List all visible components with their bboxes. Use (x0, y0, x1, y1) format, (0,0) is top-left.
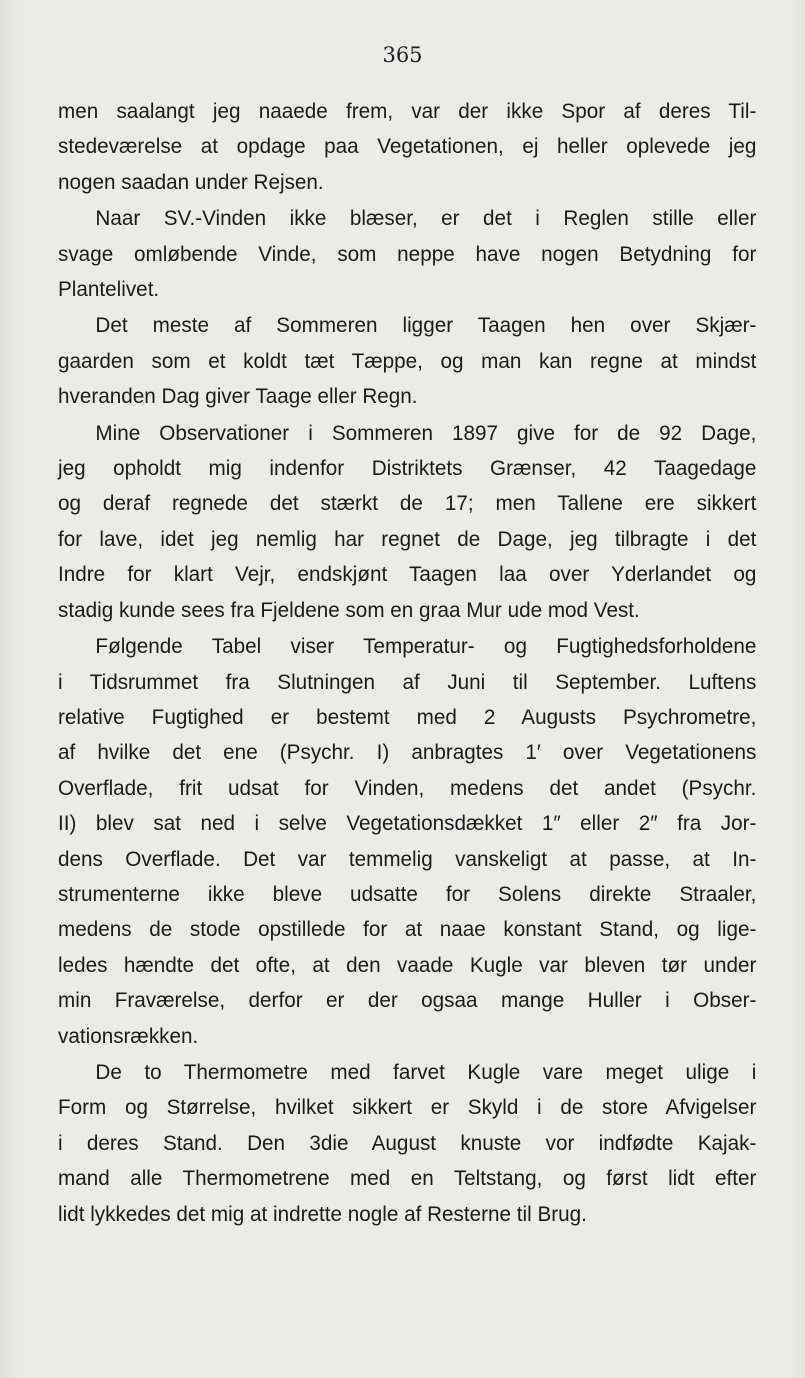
text-line: mand alle Thermometrene med en Teltstang, og først lidt efter (58, 1167, 757, 1191)
text-line: medens de stode opstillede for at naae konstant Stand, og lige- (58, 918, 757, 942)
text-line: Form og Størrelse, hvilket sikkert er Skyld i de store Afvigelser (58, 1096, 757, 1120)
text-line: Det meste af Sommeren ligger Taagen hen over Skjær- (95, 314, 757, 338)
text-line: Mine Observationer i Sommeren 1897 give for de 92 Dage, (95, 421, 757, 445)
paragraph-5 (58, 629, 756, 1054)
text-line: for lave, idet jeg nemlig har regnet de Dage, jeg tilbragte i det (58, 527, 757, 551)
text-line: ledes hændte det ofte, at den vaade Kugle var bleven tør under (58, 953, 757, 977)
text-line: II) blev sat ned i selve Vegetationsdækket 1″ eller 2″ fra Jor- (58, 812, 757, 836)
paragraph-6 (58, 1055, 756, 1232)
text-line: Indre for klart Vejr, endskjønt Taagen laa over Yderlandet og (58, 563, 757, 587)
page-number: 365 (382, 43, 423, 67)
text-line: Naar SV.-Vinden ikke blæser, er det i Reglen stille eller (95, 207, 757, 231)
text-line: Overflade, frit udsat for Vinden, medens det andet (Psychr. (58, 776, 757, 800)
text-line: af hvilke det ene (Psychr. I) anbragtes 1′ over Vegetationens (58, 741, 757, 765)
paragraph-4 (58, 416, 756, 628)
text-line: svage omløbende Vinde, som neppe have nogen Betydning for (58, 242, 757, 266)
text-line: men saalangt jeg naaede frem, var der ikke Spor af deres Til- (58, 100, 757, 123)
text-line: gaarden som et koldt tæt Tæppe, og man kan regne at mindst (58, 349, 757, 373)
text-line: strumenterne ikke bleve udsatte for Solens direkte Straaler, (58, 882, 757, 906)
text-line: Plantelivet. (58, 278, 160, 302)
text-line: i deres Stand. Den 3die August knuste vor indfødte Kajak- (58, 1131, 757, 1155)
text-line: De to Thermometre med farvet Kugle vare meget ulige i (95, 1060, 757, 1084)
text-line: stadig kunde sees fra Fjeldene som en graa Mur ude mod Vest. (58, 598, 640, 622)
text-line: lidt lykkedes det mig at indrette nogle af Resterne til Brug. (58, 1202, 587, 1226)
text-line: hveranden Dag giver Taage eller Regn. (58, 385, 418, 409)
text-line: dens Overflade. Det var temmelig vanskeligt at passe, at In- (58, 847, 757, 871)
text-line: og deraf regnede det stærkt de 17; men Tallene ere sikkert (58, 492, 757, 516)
text-line: relative Fugtighed er bestemt med 2 Augusts Psychrometre, (58, 705, 757, 729)
paragraph-1 (58, 94, 756, 200)
text-line: stedeværelse at opdage paa Vegetationen, ej heller oplevede jeg (58, 135, 757, 159)
paragraph-3 (58, 308, 756, 414)
text-line: nogen saadan under Rejsen. (58, 170, 324, 194)
text-line: vationsrækken. (58, 1024, 199, 1048)
body-text (58, 94, 756, 1233)
text-line: jeg opholdt mig indenfor Distriktets Grænser, 42 Taagedage (58, 457, 757, 481)
text-line: min Fraværelse, derfor er der ogsaa mange Huller i Obser- (58, 989, 757, 1013)
paragraph-2 (58, 201, 756, 307)
text-line: Følgende Tabel viser Temperatur- og Fugtighedsforholdene (95, 635, 757, 659)
text-line: i Tidsrummet fra Slutningen af Juni til September. Luftens (58, 670, 757, 694)
